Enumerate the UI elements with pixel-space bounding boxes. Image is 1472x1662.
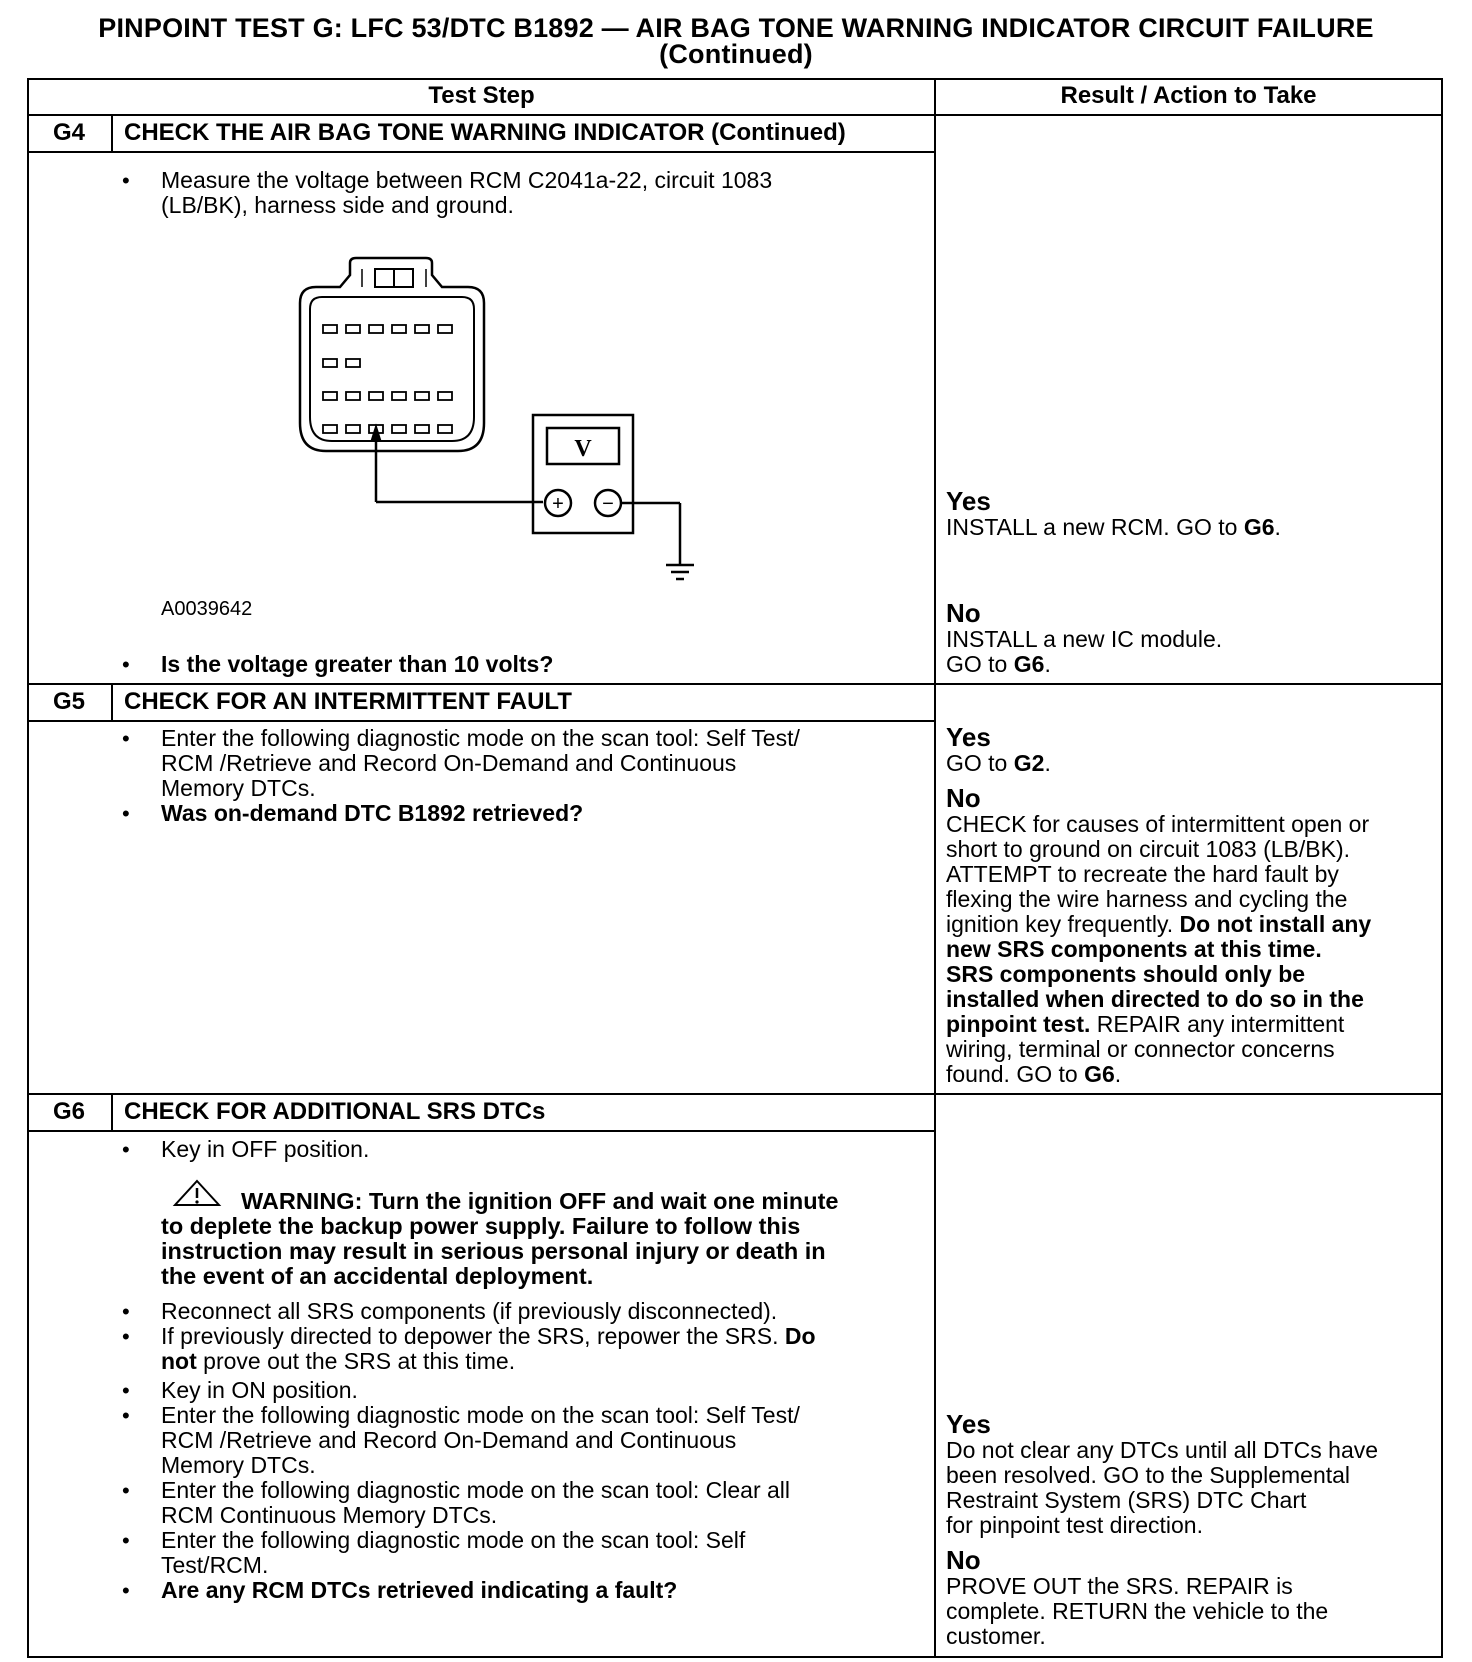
g6-step-4: Key in ON position.: [161, 1377, 358, 1403]
g4-id-divider: [111, 114, 113, 152]
g6-no-action: PROVE OUT the SRS. REPAIR is complete. RETURN the vehicle to the customer.: [946, 1573, 1329, 1649]
g5-question: Was on-demand DTC B1892 retrieved?: [161, 800, 584, 826]
g6-id-divider: [111, 1093, 113, 1131]
g6-question: Are any RCM DTCs retrieved indicating a fault?: [161, 1577, 678, 1603]
g5-bottom-divider: [27, 1093, 1443, 1095]
voltmeter-icon: [533, 415, 680, 565]
g4-no-label: No: [946, 598, 981, 628]
voltmeter-label: V: [574, 436, 592, 462]
g4-title-divider: [27, 151, 936, 153]
table-top-border: [27, 78, 1443, 80]
ground-icon: [666, 565, 694, 579]
bullet: •: [122, 1578, 130, 1603]
bullet: •: [122, 1299, 130, 1324]
g6-title-divider: [27, 1130, 936, 1132]
g5-id-divider: [111, 683, 113, 721]
bullet: •: [122, 168, 130, 193]
bullet: •: [122, 1478, 130, 1503]
probe-lead: [371, 425, 543, 502]
table-bottom-border: [27, 1656, 1443, 1658]
g6-step-3: If previously directed to depower the SRS, repower the SRS. Do not prove out the SRS at this time.: [161, 1323, 816, 1374]
step-id-g6: G6: [52, 1098, 85, 1125]
g5-no-action: CHECK for causes of intermittent open or short to ground on circuit 1083 (LB/BK). ATTEMPT to recreate the hard fault by flexing the wire harness and cycling the ignition key frequently. Do not install any new SRS components at this time. SRS components should only be installed when directed to do so in the pinpoint test. REPAIR any intermittent wiring, terminal or connector concerns found. GO to G6.: [946, 811, 1372, 1087]
g5-no-label: No: [946, 783, 981, 813]
bullet: •: [122, 726, 130, 751]
bullet: •: [122, 652, 130, 677]
connector-c2041a-icon: [300, 258, 484, 451]
g4-bottom-divider: [27, 683, 1443, 685]
bullet: •: [122, 1137, 130, 1162]
g6-step-1: Key in OFF position.: [161, 1136, 370, 1162]
voltage-measurement-figure: [290, 255, 710, 600]
g6-step-2: Reconnect all SRS components (if previously disconnected).: [161, 1298, 778, 1324]
column-divider: [934, 78, 936, 1658]
bullet: •: [122, 1528, 130, 1553]
g4-yes-label: Yes: [946, 486, 991, 516]
g6-yes-action: Do not clear any DTCs until all DTCs have been resolved. GO to the Supplemental Restraint System (SRS) DTC Chart for pinpoint test direction.: [946, 1437, 1379, 1538]
g6-yes-label: Yes: [946, 1409, 991, 1439]
g6-step-7: Enter the following diagnostic mode on the scan tool: Self Test/RCM.: [161, 1527, 746, 1578]
g4-step-1: Measure the voltage between RCM C2041a-22, circuit 1083 (LB/BK), harness side and ground.: [161, 167, 773, 218]
g5-yes-label: Yes: [946, 722, 991, 752]
step-title-g4: CHECK THE AIR BAG TONE WARNING INDICATOR (Continued): [124, 119, 846, 146]
bullet: •: [122, 1324, 130, 1349]
column-header-test-step: Test Step: [428, 82, 535, 109]
g5-title-divider: [27, 720, 936, 722]
page-subtitle: (Continued): [659, 39, 813, 69]
g6-step-6: Enter the following diagnostic mode on the scan tool: Clear all RCM Continuous Memory DTCs.: [161, 1477, 791, 1528]
plus-terminal: +: [552, 493, 564, 515]
g6-warning: WARNING: Turn the ignition OFF and wait one minute to deplete the backup power supply. Failure to follow this instruction may result in serious personal injury or death in the event of an accidental deployment.: [161, 1188, 839, 1289]
g5-step-1: Enter the following diagnostic mode on the scan tool: Self Test/ RCM /Retrieve and Record On-Demand and Continuous Memory DTCs.: [161, 725, 800, 801]
minus-terminal: −: [602, 493, 614, 515]
table-left-border: [27, 78, 29, 1658]
step-title-g5: CHECK FOR AN INTERMITTENT FAULT: [124, 688, 572, 715]
figure-id: A0039642: [161, 598, 253, 620]
step-title-g6: CHECK FOR ADDITIONAL SRS DTCs: [124, 1098, 546, 1125]
g4-no-action: INSTALL a new IC module. GO to G6.: [946, 626, 1223, 677]
g4-yes-action: INSTALL a new RCM. GO to G6.: [946, 514, 1281, 540]
bullet: •: [122, 801, 130, 826]
g6-step-5: Enter the following diagnostic mode on the scan tool: Self Test/ RCM /Retrieve and Record On-Demand and Continuous Memory DTCs.: [161, 1402, 800, 1478]
g5-yes-action: GO to G2.: [946, 750, 1051, 776]
step-id-g5: G5: [52, 688, 85, 715]
step-id-g4: G4: [52, 119, 85, 146]
bullet: •: [122, 1378, 130, 1403]
g6-no-label: No: [946, 1545, 981, 1575]
bullet: •: [122, 1403, 130, 1428]
header-divider: [27, 114, 1443, 116]
column-header-result: Result / Action to Take: [1060, 82, 1317, 109]
g4-question: Is the voltage greater than 10 volts?: [161, 651, 554, 677]
page-title: PINPOINT TEST G: LFC 53/DTC B1892 — AIR BAG TONE WARNING INDICATOR CIRCUIT FAILURE: [98, 13, 1374, 43]
